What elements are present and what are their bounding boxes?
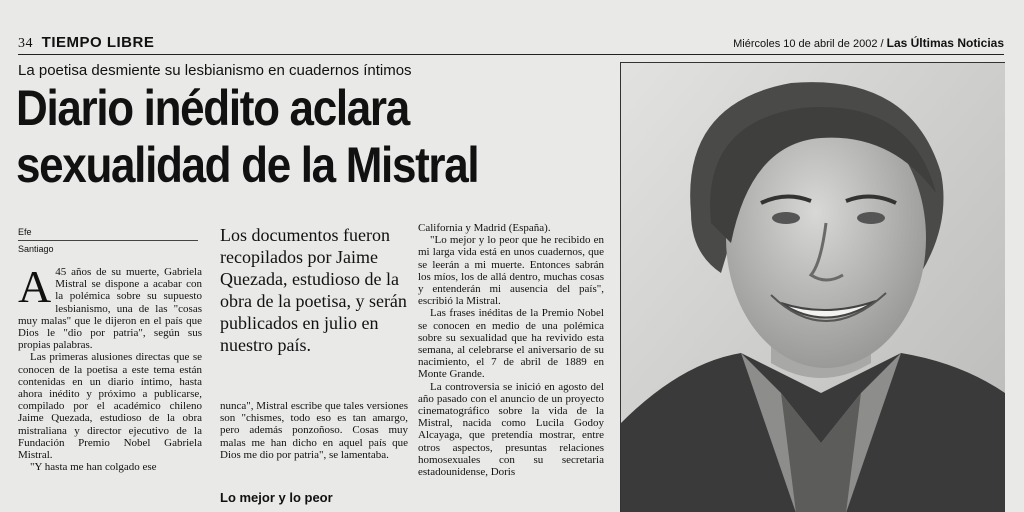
column-1 [18, 261, 202, 474]
newspaper-name: Las Últimas Noticias [886, 36, 1004, 50]
paragraph: Las primeras alusiones directas que se conocen de la poetisa a este tema están contenidas en un diario íntimo, hasta ahora inédito y próximo a publicarse, compilado por el académico chileno Jaime Quezada, estudioso de la obra mistraliana y director ejecutivo de la Fundación Premio Nobel Gabriela Mistral. [18, 351, 202, 462]
article-headline [16, 80, 535, 194]
article-kicker: La poetisa desmiente su lesbianismo en cuadernos íntimos [18, 62, 412, 79]
section-header [18, 34, 154, 52]
paragraph: California y Madrid (España). [418, 222, 551, 234]
headline-line-1: Diario inédito aclara [16, 80, 409, 136]
byline-rule [18, 240, 198, 241]
byline-city: Santiago [18, 244, 54, 254]
headline-line-2: sexualidad de la Mistral [16, 137, 479, 193]
paragraph: Las frases inéditas de la Premio Nobel se conocen en medio de una polémica sobre su sexualidad que ha revivido esta semana, al celebrarse el aniversario de su nacimiento, el 7 de abril de 1889 en Monte Grande. [418, 307, 604, 381]
column-2 [220, 400, 408, 461]
article-subhead: Lo mejor y lo peor [220, 490, 333, 505]
paragraph: La controversia se inició en agosto del año pasado con el anuncio de un proyecto cinematográfico sobre la vida de la Mistral, nacida como Lucila Godoy Alcayaga, que pretendía mostrar, entre otros aspectos, presuntas relaciones homosexuales con su secretaria estadounidense, Doris [418, 380, 604, 479]
paragraph: 45 años de su muerte, Gabriela Mistral se dispone a acabar con la polémica sobre su supuesto lesbianismo, una de las "cosas muy malas" que le dijeron en el país que Dios le "dio por patria", según sus propias palabras. [18, 266, 202, 352]
issue-date: Miércoles 10 de abril de 2002 / [733, 38, 884, 50]
header-divider [18, 54, 1004, 55]
byline [18, 226, 198, 255]
portrait-illustration [621, 63, 1005, 512]
pull-quote: Los documentos fueron recopilados por Jaime Quezada, estudioso de la obra de la poetisa, y serán publicados en julio en nuestro país. [220, 225, 407, 355]
byline-agency: Efe [18, 227, 32, 237]
portrait-photo [620, 62, 1005, 512]
section-name: TIEMPO LIBRE [41, 34, 155, 51]
paragraph: "Y hasta me han colgado ese [30, 461, 157, 474]
page-number: 34 [18, 36, 33, 51]
column-3 [418, 222, 604, 478]
drop-cap: A [18, 261, 52, 312]
paragraph: "Lo mejor y lo peor que he recibido en mi larga vida está en unos cuadernos, que se leerán a mi muerte. Entonces sabrán los míos, los de allá dentro, muchas cosas y entenderán mi ausencia del país", escribió la Mistral. [418, 234, 604, 308]
dateline [733, 36, 1004, 50]
paragraph: nunca", Mistral escribe que tales versiones son "chismes, todo eso es tan amargo, pero además ponzoñoso. Cosas muy malas me han dicho en aquel país que Dios me dio por patria", se lamentaba. [220, 400, 408, 461]
